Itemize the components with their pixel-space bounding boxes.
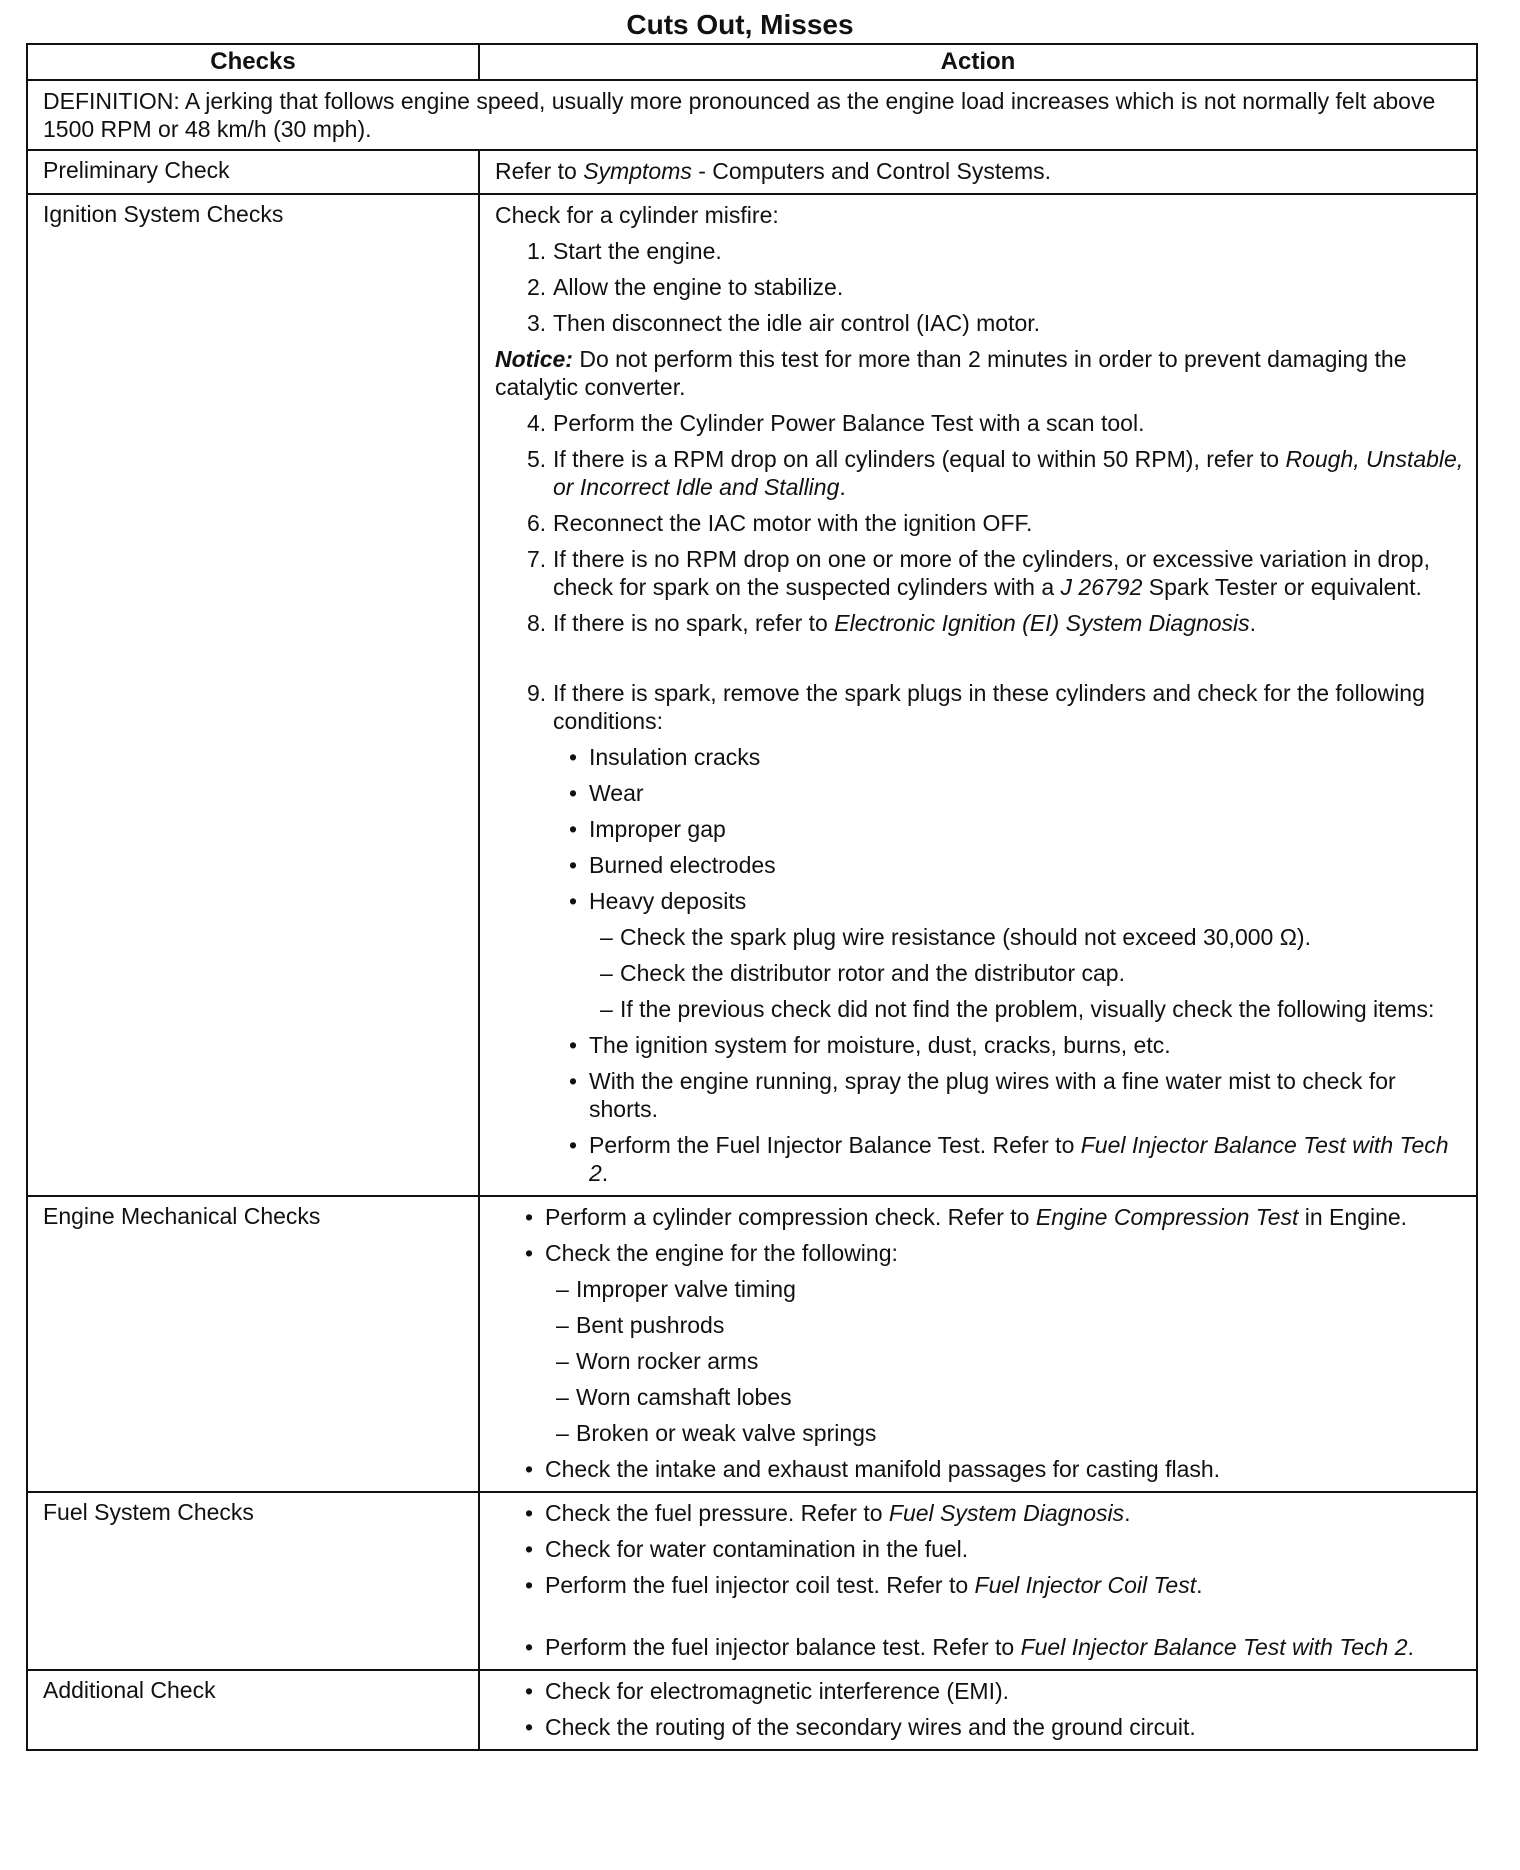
- diagnostic-table: [26, 43, 1478, 1751]
- table-row: [27, 150, 1477, 194]
- reference-link[interactable]: Fuel Injector Balance Test with Tech 2: [589, 1132, 1449, 1186]
- step-6: 6. Reconnect the IAC motor with the ignition OFF.: [527, 510, 1033, 536]
- table-row: [27, 1196, 1477, 1492]
- action-text: Refer to: [495, 158, 584, 184]
- column-header-action: Action: [479, 44, 1477, 80]
- reference-link[interactable]: Symptoms: [583, 158, 692, 184]
- step-5: 5. If there is a RPM drop on all cylinders (equal to within 50 RPM), refer to Rough, Unstable, or Incorrect Idle and Stalling.: [527, 446, 1464, 500]
- notice-label: Notice:: [495, 346, 573, 372]
- check-preliminary: Preliminary Check: [27, 150, 479, 194]
- list-item: • Improper gap: [569, 816, 726, 842]
- notice: Notice: Do not perform this test for more than 2 minutes in order to prevent damaging the catalytic converter.: [495, 346, 1407, 400]
- list-subitem: – Worn rocker arms: [556, 1348, 759, 1374]
- list-item: • Check the routing of the secondary wires and the ground circuit.: [525, 1714, 1196, 1740]
- list-item: • With the engine running, spray the plug wires with a fine water mist to check for shorts.: [569, 1068, 1396, 1122]
- list-subitem: – Improper valve timing: [556, 1276, 796, 1302]
- list-subitem: – Check the spark plug wire resistance (should not exceed 30,000 Ω).: [600, 924, 1311, 950]
- list-item: • The ignition system for moisture, dust, cracks, burns, etc.: [569, 1032, 1171, 1058]
- reference-link[interactable]: Rough, Unstable, or Incorrect Idle and Stalling: [553, 446, 1464, 500]
- list-item: • Insulation cracks: [569, 744, 761, 770]
- reference-link[interactable]: Electronic Ignition (EI) System Diagnosis: [834, 610, 1250, 636]
- reference-link[interactable]: Engine Compression Test: [1035, 1204, 1299, 1230]
- list-item: • Perform the fuel injector coil test. Refer to Fuel Injector Coil Test.: [525, 1572, 1203, 1598]
- list-item: • Heavy deposits: [569, 888, 747, 914]
- step-9: 9. If there is spark, remove the spark plugs in these cylinders and check for the following conditions:: [527, 680, 1425, 734]
- tool-reference: J 26792: [1060, 574, 1143, 600]
- list-item: • Wear: [569, 780, 644, 806]
- page-title: Cuts Out, Misses: [626, 9, 854, 40]
- check-ignition: Ignition System Checks: [27, 194, 479, 1196]
- table-row: [27, 1670, 1477, 1750]
- ignition-intro: Check for a cylinder misfire:: [495, 202, 779, 228]
- action-engine-mechanical: [479, 1196, 1477, 1492]
- action-text: - Computers and Control Systems.: [691, 158, 1052, 184]
- check-fuel-system: Fuel System Checks: [27, 1492, 479, 1670]
- list-subitem: – Bent pushrods: [556, 1312, 725, 1338]
- check-additional: Additional Check: [27, 1670, 479, 1750]
- column-header-checks: Checks: [27, 44, 479, 80]
- list-item: • Perform the Fuel Injector Balance Test. Refer to Fuel Injector Balance Test with Tech 2.: [569, 1132, 1449, 1186]
- definition-row: [27, 80, 1477, 150]
- list-item: • Perform a cylinder compression check. Refer to Engine Compression Test in Engine.: [525, 1204, 1408, 1230]
- table-header-row: [27, 44, 1477, 80]
- action-additional: [479, 1670, 1477, 1750]
- step-1: 1. Start the engine.: [527, 238, 722, 264]
- list-subitem: – Broken or weak valve springs: [556, 1420, 877, 1446]
- list-item: • Burned electrodes: [569, 852, 776, 878]
- table-row: [27, 1492, 1477, 1670]
- step-7: 7. If there is no RPM drop on one or more of the cylinders, or excessive variation in drop, check for spark on the suspected cylinders with a J 26792 Spark Tester or equivalent.: [527, 546, 1430, 600]
- reference-link[interactable]: Fuel Injector Balance Test with Tech 2: [1020, 1634, 1408, 1660]
- action-fuel-system: [479, 1492, 1477, 1670]
- step-4: 4. Perform the Cylinder Power Balance Test with a scan tool.: [527, 410, 1145, 436]
- check-engine-mechanical: Engine Mechanical Checks: [27, 1196, 479, 1492]
- step-3: 3. Then disconnect the idle air control (IAC) motor.: [527, 310, 1041, 336]
- list-item: • Check the fuel pressure. Refer to Fuel System Diagnosis.: [525, 1500, 1131, 1526]
- list-item: • Perform the fuel injector balance test. Refer to Fuel Injector Balance Test with Tech 2.: [525, 1634, 1414, 1660]
- list-subitem: – Worn camshaft lobes: [556, 1384, 792, 1410]
- step-8: 8. If there is no spark, refer to Electronic Ignition (EI) System Diagnosis.: [527, 610, 1257, 636]
- list-item: • Check the intake and exhaust manifold passages for casting flash.: [525, 1456, 1221, 1482]
- list-item: • Check for electromagnetic interference (EMI).: [525, 1678, 1010, 1704]
- list-subitem: – Check the distributor rotor and the distributor cap.: [600, 960, 1125, 986]
- definition-text: DEFINITION: A jerking that follows engine speed, usually more pronounced as the engine load increases which is not normally felt above 1500 RPM or 48 km/h (30 mph).: [27, 80, 1477, 150]
- step-2: 2. Allow the engine to stabilize.: [527, 274, 844, 300]
- list-item: • Check for water contamination in the fuel.: [525, 1536, 969, 1562]
- list-item: • Check the engine for the following:: [525, 1240, 898, 1266]
- table-row: [27, 194, 1477, 1196]
- list-subitem: – If the previous check did not find the problem, visually check the following items:: [600, 996, 1435, 1022]
- reference-link[interactable]: Fuel Injector Coil Test: [974, 1572, 1197, 1598]
- action-ignition: [479, 194, 1477, 1196]
- action-preliminary: [479, 150, 1477, 194]
- reference-link[interactable]: Fuel System Diagnosis: [888, 1500, 1125, 1526]
